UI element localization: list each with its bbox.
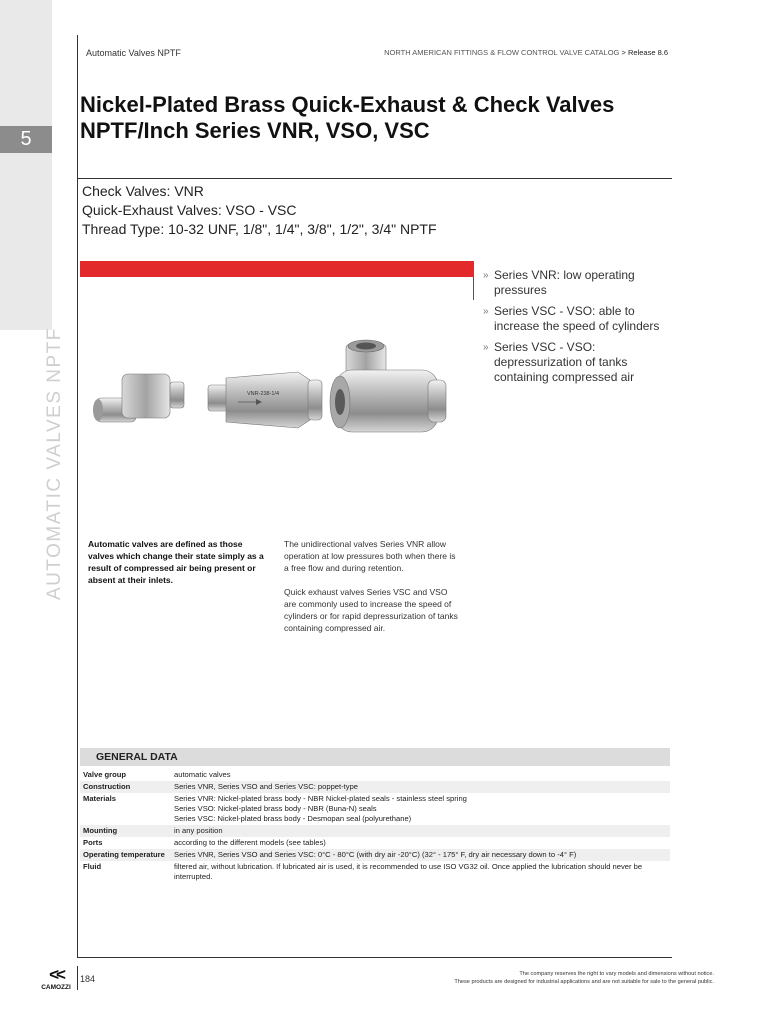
sidebar-band [0,0,52,330]
feature-text: Series VSC - VSO: able to increase the speed of cylinders [494,304,660,333]
row-label: Fluid [83,862,102,871]
feature-text: Series VNR: low operating pressures [494,268,635,297]
disclaimer-line-1: The company reserves the right to vary models and dimensions without notice. [519,971,714,977]
footer-rule [77,966,78,990]
accent-band-rule [473,277,474,300]
vso-valve-image [330,340,446,432]
vertical-section-label: AUTOMATIC VALVES NPTF [44,327,65,600]
section-number-tab[interactable]: 5 [0,126,52,153]
intro-paragraph-vsc-vso: Quick exhaust valves Series VSC and VSO are commonly used to increase the speed of cylinders or for rapid depressurization of tanks containing compressed air. [284,587,458,633]
accent-red-band [80,261,474,277]
table-row [80,825,670,837]
table-row [80,837,670,849]
row-label: Ports [83,838,103,847]
intro-description [284,538,459,646]
vnr-marking: VNR-238-1/4 [246,391,280,397]
row-value: automatic valves [174,770,231,779]
row-value: according to the different models (see tables) [174,838,326,847]
title-divider [77,178,672,179]
intro-definition: Automatic valves are defined as those valves which change their state simply as a result of compressed air being present or absent at their inlets. [88,539,264,585]
product-photo [88,330,468,445]
camozzi-logo [38,966,74,996]
subtitle-thread-type: Thread Type: 10-32 UNF, 1/8", 1/4", 3/8", 1/2", 3/4" NPTF [82,221,437,237]
disclaimer-line-2: These products are designed for industrial applications and are not suitable for sale to the general public. [454,979,714,985]
table-bottom-rule [77,957,672,958]
row-label: Mounting [80,825,171,837]
row-label: Operating temperature [80,849,171,861]
content-left-rule [77,35,78,958]
row-value: in any position [171,825,670,837]
table-row [80,849,670,861]
header-section-title: Automatic Valves NPTF [86,48,181,58]
row-value: Series VNR: Nickel-plated brass body - NBR Nickel-plated seals - stainless steel spring Series VSO: Nickel-plated brass body - NBR (Buna-N) seals Series VSC: Nickel-plated brass body - Desmopan seal (polyurethane) [174,794,467,823]
chevron-right-icon: » [483,342,489,353]
feature-item [483,340,683,385]
table-row [80,861,670,883]
table-row [80,769,670,781]
row-value: Series VNR, Series VSO and Series VSC: poppet-type [171,781,670,793]
chevron-right-icon: » [483,270,489,281]
vsc-valve-small-image [93,374,184,422]
catalog-name: NORTH AMERICAN FITTINGS & FLOW CONTROL VALVE CATALOG [384,48,620,57]
general-data-table [80,769,670,883]
catalog-release: Release 8.6 [627,48,668,57]
row-value: filtered air, without lubrication. If lubricated air is used, it is recommended to use ISO VG32 oil. Once applied the lubrication should never be interrupted. [174,862,643,881]
row-label: Construction [80,781,171,793]
table-row [80,793,670,825]
vnr-valve-image [208,372,322,428]
feature-text: Series VSC - VSO: depressurization of tanks containing compressed air [494,340,635,384]
intro-paragraph-vnr: The unidirectional valves Series VNR allow operation at low pressures both when there is a free flow and during retention. [284,539,456,573]
footer-disclaimer [454,970,714,986]
camozzi-mark-icon: << [49,965,63,984]
row-value: Series VNR, Series VSO and Series VSC: 0°C - 80°C (with dry air -20°C) (32° - 175° F, dry air necessary down to -4° F) [171,849,670,861]
product-subtitle [82,182,437,239]
header-catalog [384,48,668,57]
chevron-right-icon: » [483,306,489,317]
page-title-line-1: Nickel-Plated Brass Quick-Exhaust & Check Valves [80,92,615,117]
row-label: Valve group [83,770,127,779]
general-data-heading: GENERAL DATA [80,748,670,766]
page-title-line-2: NPTF/Inch Series VNR, VSO, VSC [80,118,430,143]
page-number: 184 [80,974,96,984]
feature-item [483,304,683,334]
catalog-separator: > [621,48,626,57]
row-label: Materials [83,794,116,803]
feature-list [483,268,683,391]
logo-wordmark: CAMOZZI [41,984,71,991]
subtitle-quick-exhaust: Quick-Exhaust Valves: VSO - VSC [82,202,297,218]
page-title [80,92,690,144]
feature-item [483,268,683,298]
table-row [80,781,670,793]
subtitle-check-valves: Check Valves: VNR [82,183,204,199]
